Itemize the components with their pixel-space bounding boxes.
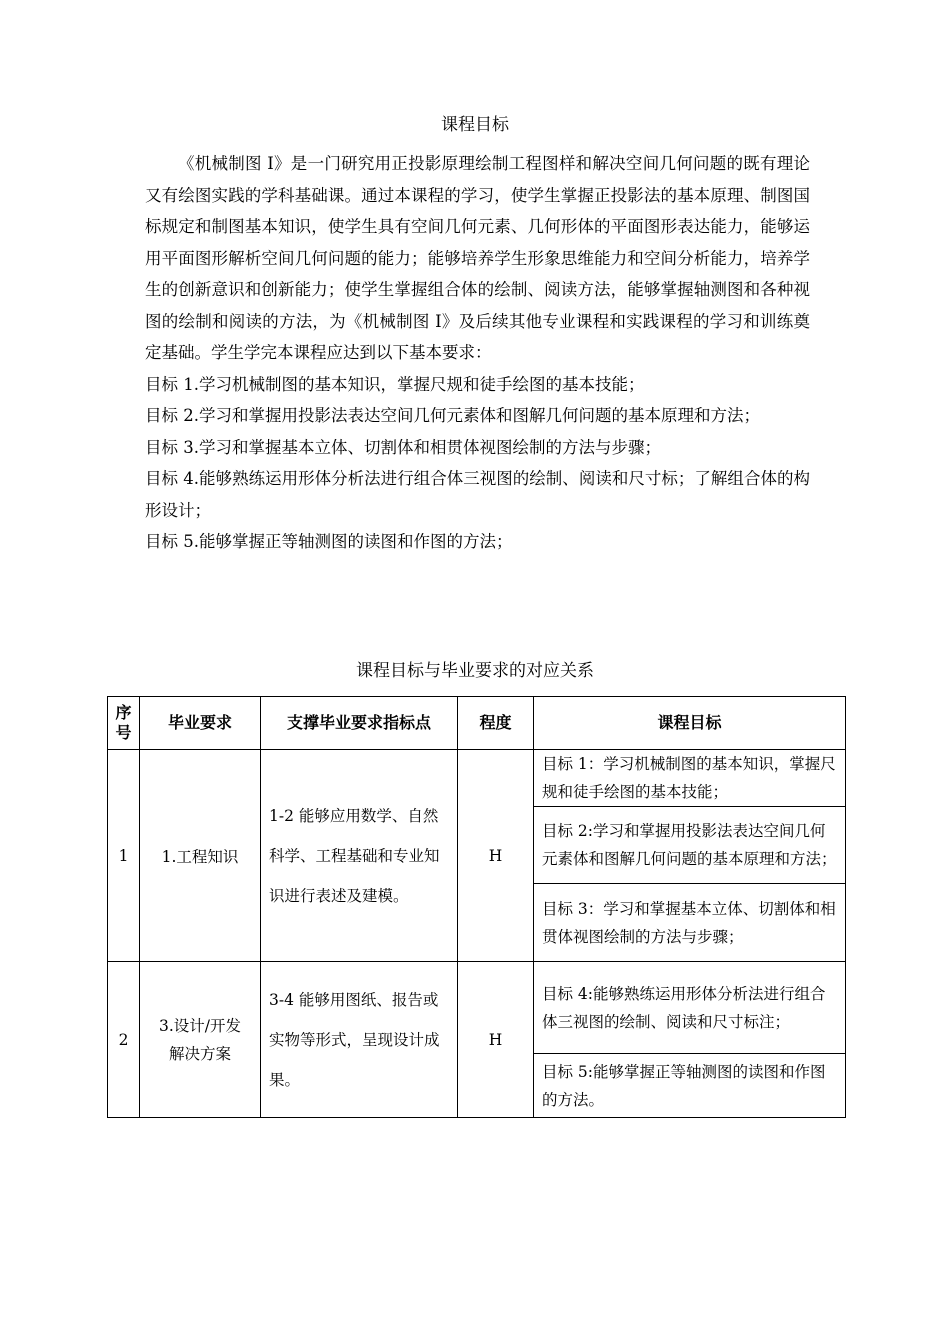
row1-indicator: 1-2 能够应用数学、自然科学、工程基础和专业知识进行表述及建模。 [261,750,458,962]
row1-goal-3: 目标 3：学习和掌握基本立体、切割体和相贯体视图绘制的方法与步骤； [534,884,846,962]
row2-level: H [458,962,534,1118]
intro-paragraph: 《机械制图 I》是一门研究用正投影原理绘制工程图样和解决空间几何问题的既有理论又有绘图实践的学科基础课。通过本课程的学习，使学生掌握正投影法的基本原理、制图国标规定和制图基本知识，使学生具有空间几何元素、几何形体的平面图形表达能力，能够运用平面图形解析空间几何问题的能力；能够培养学生形象思维能力和空间分析能力，培养学生的创新意识和创新能力；使学生掌握组合体的绘制、阅读方法，能够掌握轴测图和各种视图的绘制和阅读的方法，为《机械制图 I》及后续其他专业课程和实践课程的学习和训练奠定基础。学生学完本课程应达到以下基本要求： [145,154,810,362]
goal-line-3: 目标 3.学习和掌握基本立体、切割体和相贯体视图绘制的方法与步骤； [145,437,661,457]
table-row [108,750,846,807]
row2-indicator: 3-4 能够用图纸、报告或实物等形式，呈现设计成果。 [261,962,458,1118]
table-title: 课程目标与毕业要求的对应关系 [356,661,594,681]
row1-no: 1 [108,750,140,962]
row1-goal-1: 目标 1：学习机械制图的基本知识，掌握尺规和徒手绘图的基本技能； [534,750,846,807]
row2-goal-5: 目标 5:能够掌握正等轴测图的读图和作图的方法。 [534,1054,846,1118]
mapping-table [107,696,846,1118]
goal-line-1: 目标 1.学习机械制图的基本知识，掌握尺规和徒手绘图的基本技能； [145,374,645,394]
table-header-row [108,697,846,750]
header-requirement: 毕业要求 [140,697,261,750]
row2-no: 2 [108,962,140,1118]
row2-goal-4: 目标 4:能够熟练运用形体分析法进行组合体三视图的绘制、阅读和尺寸标注； [534,962,846,1054]
row1-goal-2: 目标 2:学习和掌握用投影法表达空间几何元素体和图解几何问题的基本原理和方法； [534,807,846,884]
header-indicator: 支撑毕业要求指标点 [261,697,458,750]
row1-requirement: 1.工程知识 [140,750,261,962]
intro-section [145,148,810,558]
table-row [108,962,846,1054]
goal-line-2: 目标 2.学习和掌握用投影法表达空间几何元素体和图解几何问题的基本原理和方法； [145,406,760,425]
document-title: 课程目标 [441,115,509,135]
header-no: 序号 [108,697,140,750]
row1-level: H [458,750,534,962]
goal-line-4: 目标 4.能够熟练运用形体分析法进行组合体三视图的绘制、阅读和尺寸标；了解组合体的构形设计； [145,469,810,520]
goal-line-5: 目标 5.能够掌握正等轴测图的读图和作图的方法； [145,532,513,551]
row2-requirement: 3.设计/开发解决方案 [140,962,261,1118]
header-level: 程度 [458,697,534,750]
header-goals: 课程目标 [534,697,846,750]
